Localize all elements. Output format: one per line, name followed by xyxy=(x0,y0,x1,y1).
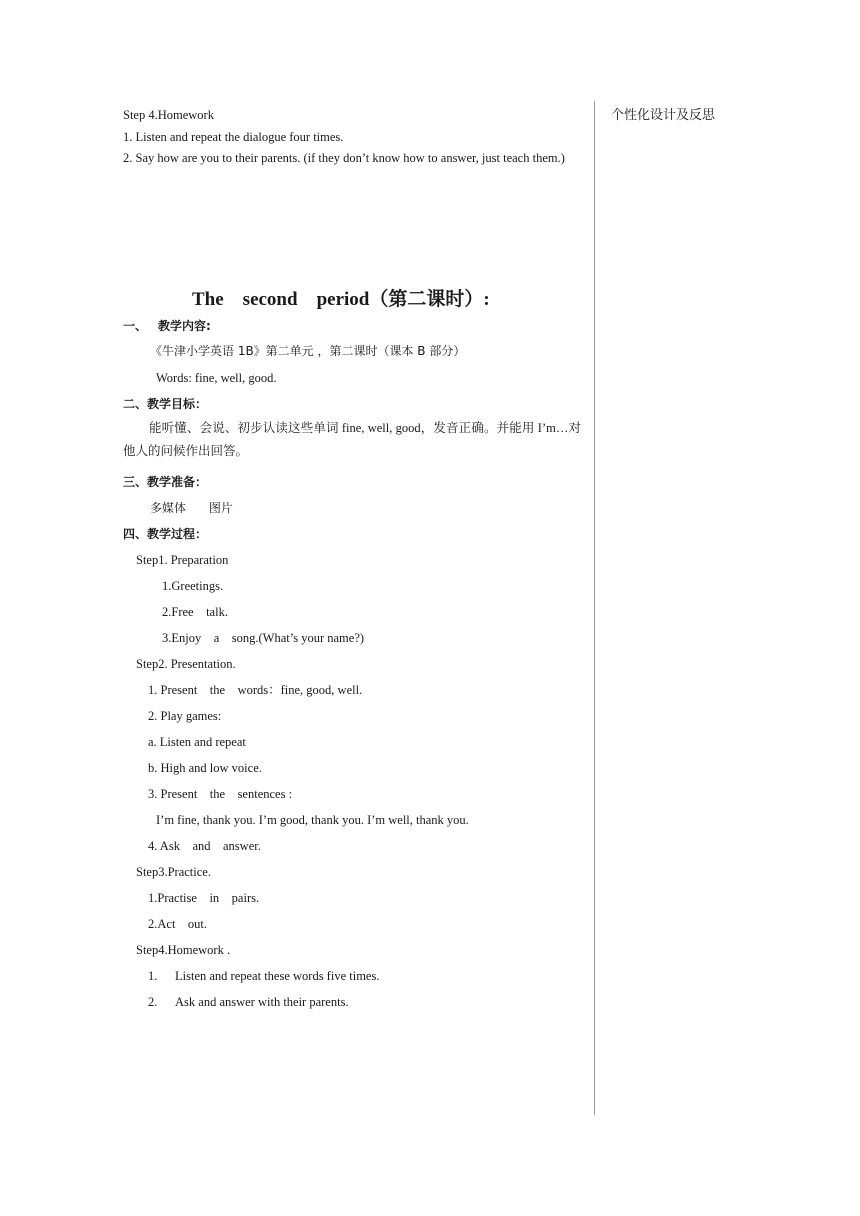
step2-item: 3. Present the sentences : xyxy=(148,787,293,801)
step1-item: 2.Free talk. xyxy=(162,605,228,619)
step1-heading: Step1. Preparation xyxy=(136,553,229,567)
previous-step4-heading: Step 4.Homework xyxy=(123,108,214,122)
step1-item: 1.Greetings. xyxy=(162,579,224,593)
step4-item-number: 1. xyxy=(148,969,158,983)
section-1-heading: 教学内容: xyxy=(158,319,211,333)
section-1-number: 一、 xyxy=(123,319,148,333)
column-divider xyxy=(594,101,595,1115)
step3-item: 1.Practise in pairs. xyxy=(148,891,260,905)
step4-heading: Step4.Homework . xyxy=(136,943,231,957)
step4-item-text: Listen and repeat these words five times. xyxy=(175,969,380,983)
section-2-heading: 二、教学目标： xyxy=(123,397,208,411)
step2-item: 4. Ask and answer. xyxy=(148,839,261,853)
step3-heading: Step3.Practice. xyxy=(136,865,211,879)
step2-item: 2. Play games: xyxy=(148,709,222,723)
step2-heading: Step2. Presentation. xyxy=(136,657,236,671)
reflection-column-heading: 个性化设计及反思 xyxy=(611,108,716,123)
step2-item: 1. Present the words：fine, good, well. xyxy=(148,683,363,697)
step3-item: 2.Act out. xyxy=(148,917,208,931)
section-4-heading: 四、教学过程： xyxy=(123,527,208,541)
section-1-content-line-2: Words: fine, well, good. xyxy=(156,371,277,385)
section-2-text: 能听懂、会说、初步认读这些单词 fine, well, good，发音正确。并能用 I’m…对他人的问候作出回答。 xyxy=(123,421,581,458)
page-title: The second period（第二课时）: xyxy=(192,289,490,310)
step4-item-text: Ask and answer with their parents. xyxy=(175,995,349,1009)
step4-item-number: 2. xyxy=(148,995,158,1009)
step1-item: 3.Enjoy a song.(What’s your name?) xyxy=(162,631,365,645)
section-3-heading: 三、教学准备： xyxy=(123,475,208,489)
section-3-text: 多媒体 图片 xyxy=(150,501,233,515)
step2-item: b. High and low voice. xyxy=(148,761,262,775)
step2-item: a. Listen and repeat xyxy=(148,735,246,749)
previous-homework-item-1: 1. Listen and repeat the dialogue four times. xyxy=(123,130,344,144)
section-1-content-line-1: 《牛津小学英语 1B》第二单元 ，第二课时（课本 B 部分） xyxy=(150,344,466,358)
previous-homework-item-2: 2. Say how are you to their parents. (if they don’t know how to answer, just teach them.) xyxy=(123,151,565,165)
step2-sentence: I’m fine, thank you. I’m good, thank you. I’m well, thank you. xyxy=(156,813,469,827)
